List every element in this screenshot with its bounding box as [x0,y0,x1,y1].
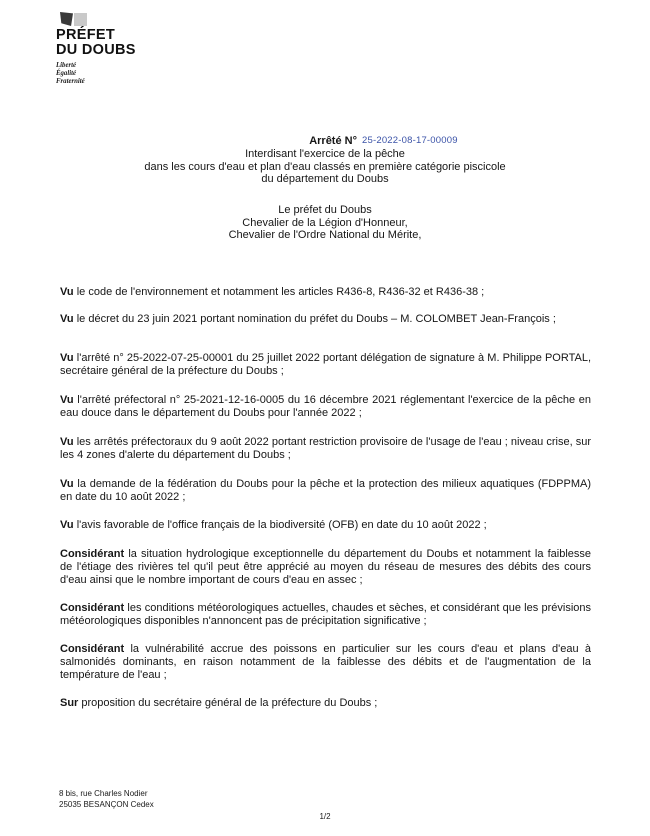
decree-title [0,135,650,186]
motto-egalite: Égalité [56,70,77,77]
sur-proposition-paragraph: Sur proposition du secrétaire général de la préfecture du Doubs ; [60,697,378,709]
title-line-2: dans les cours d'eau et plan d'eau classés en première catégorie piscicole [144,160,506,173]
address-line-2: 25035 BESANÇON Cedex [59,800,154,809]
page-number: 1/2 [319,812,331,821]
authority-line-3: Chevalier de l'Ordre National du Mérite, [228,229,422,241]
prefet-logo [56,10,196,86]
logo-line-1: PRÉFET [56,27,115,43]
motto-liberte: Liberté [56,62,77,69]
title-line-1: Interdisant l'exercice de la pêche [245,148,405,160]
considerant-paragraph: Considérant la situation hydrologique exceptionnelle du département du Doubs et notamment la faiblesse de l'étiage des rivières tel qu'il peut être apprécié au moyen du réseau de mesures des débits des cours d'eau ainsi que le nombre important de cours d'eau en assec ; [60,548,591,586]
recital-paragraph: Vu l'arrêté n° 25-2022-07-25-00001 du 25 juillet 2022 portant délégation de signature à M. Philippe PORTAL, secrétaire général de la préfecture du Doubs ; [60,352,591,377]
recital-paragraph: Vu l'arrêté préfectoral n° 25-2021-12-16-0005 du 16 décembre 2021 réglementant l'exercice de la pêche en eau douce dans le département du Doubs pour l'année 2022 ; [60,394,591,419]
recital-paragraph: Vu l'avis favorable de l'office français de la biodiversité (OFB) en date du 10 août 2022 ; [60,519,487,531]
prefecture-address [59,788,154,810]
considerant-paragraph: Considérant la vulnérabilité accrue des poissons en particulier sur les cours d'eau et plans d'eau à salmonidés dominants, en raison notamment de la faiblesse des débits et de l'augmentation de la température de l'eau ; [60,643,591,681]
republic-motto [56,62,196,86]
recital-paragraph: Vu le décret du 23 juin 2021 portant nomination du préfet du Doubs – M. COLOMBET Jean-François ; [60,313,556,325]
recital-paragraph: Vu la demande de la fédération du Doubs pour la pêche et la protection des milieux aquatiques (FDPPMA) en date du 10 août 2022 ; [60,478,591,503]
recital-paragraph: Vu le code de l'environnement et notamment les articles R436-8, R436-32 et R436-38 ; [60,286,485,298]
logo-line-2: DU DOUBS [56,41,136,58]
considerant-paragraph: Considérant les conditions météorologiques actuelles, chaudes et sèches, et considérant que les prévisions météorologiques disponibles n'annoncent pas de précipitation significative ; [60,602,591,627]
arrete-label: Arrêté N° [309,135,357,147]
authority-line-1: Le préfet du Doubs [278,204,372,216]
motto-fraternite: Fraternité [56,78,85,85]
address-line-1: 8 bis, rue Charles Nodier [59,789,148,798]
title-line-3: du département du Doubs [261,173,389,185]
marianne-icon [60,10,100,28]
recital-paragraph: Vu les arrêtés préfectoraux du 9 août 2022 portant restriction provisoire de l'usage de l'eau ; niveau crise, sur les 4 zones d'alerte du département du Doubs ; [60,436,591,461]
authority-line-2: Chevalier de la Légion d'Honneur, [242,216,408,229]
authority-block [0,204,650,242]
arrete-number: 25-2022-08-17-00009 [362,135,458,146]
